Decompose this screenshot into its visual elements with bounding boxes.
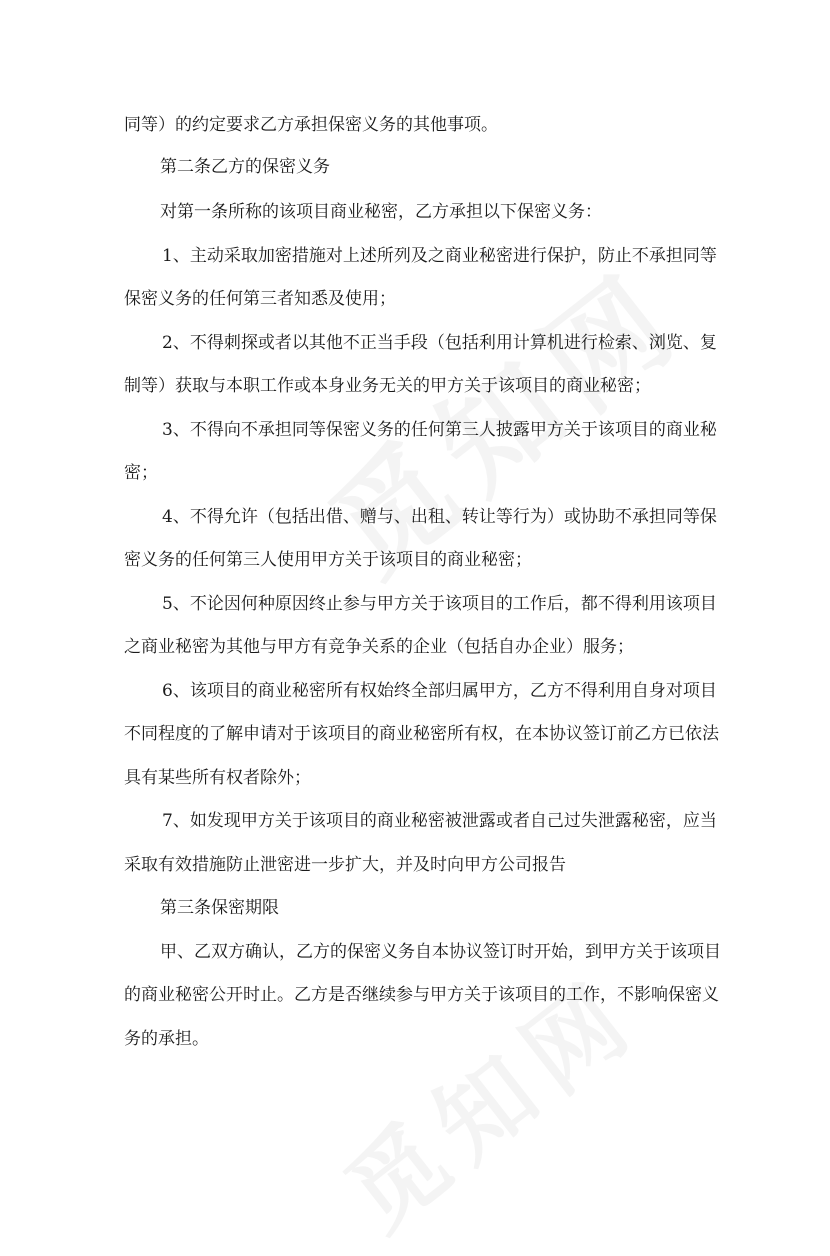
text-line: 甲、乙双方确认，乙方的保密义务自本协议签订时开始，到甲方关于该项目	[160, 942, 721, 962]
list-item-2: 2、不得刺探或者以其他不正当手段（包括利用计算机进行检索、浏览、复	[162, 333, 717, 353]
list-item-4: 4、不得允许（包括出借、赠与、出租、转让等行为）或协助不承担同等保	[162, 507, 717, 527]
list-item-3: 3、不得向不承担同等保密义务的任何第三人披露甲方关于该项目的商业秘	[162, 420, 717, 440]
text-line: 不同程度的了解申请对于该项目的商业秘密所有权，在本协议签订前乙方已依法	[124, 724, 719, 744]
text-line: 制等）获取与本职工作或本身业务无关的甲方关于该项目的商业秘密；	[124, 376, 651, 396]
section-heading: 第三条保密期限	[160, 898, 279, 918]
list-item-7: 7、如发现甲方关于该项目的商业秘密被泄露或者自己过失泄露秘密，应当	[162, 811, 717, 831]
text-line: 采取有效措施防止泄密进一步扩大，并及时向甲方公司报告	[124, 855, 566, 875]
list-item-1: 1、主动采取加密措施对上述所列及之商业秘密进行保护，防止不承担同等	[162, 246, 717, 266]
list-item-5: 5、不论因何种原因终止参与甲方关于该项目的工作后，都不得利用该项目	[162, 594, 717, 614]
text-line: 务的承担。	[124, 1029, 209, 1049]
text-line: 密义务的任何第三人使用甲方关于该项目的商业秘密；	[124, 550, 532, 570]
text-line: 之商业秘密为其他与甲方有竞争关系的企业（包括自办企业）服务；	[124, 637, 634, 657]
section-heading: 第二条乙方的保密义务	[160, 157, 330, 177]
text-line: 保密义务的任何第三者知悉及使用；	[124, 289, 396, 309]
text-line: 同等）的约定要求乙方承担保密义务的其他事项。	[124, 115, 498, 135]
text-line: 密；	[124, 463, 158, 483]
text-line: 的商业秘密公开时止。乙方是否继续参与甲方关于该项目的工作，不影响保密义	[124, 985, 719, 1005]
text-line: 对第一条所称的该项目商业秘密，乙方承担以下保密义务：	[160, 202, 602, 222]
list-item-6: 6、该项目的商业秘密所有权始终全部归属甲方，乙方不得利用自身对项目	[162, 681, 717, 701]
text-line: 具有某些所有权者除外；	[124, 768, 311, 788]
